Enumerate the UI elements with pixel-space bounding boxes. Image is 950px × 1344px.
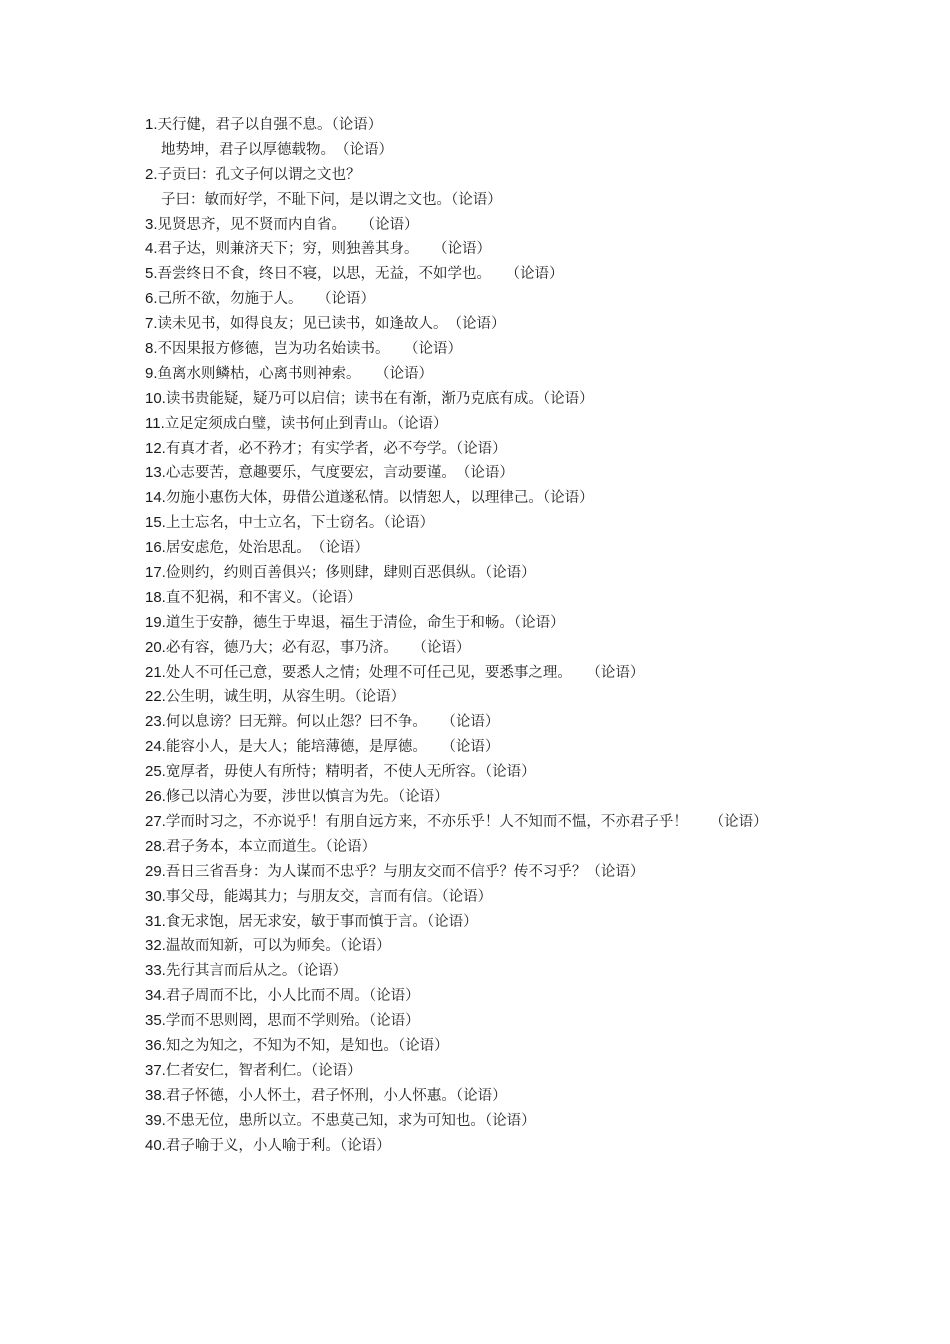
quote-line [145,1034,825,1059]
quote-number: 27. [145,812,166,830]
quote-text: 上士忘名，中士立名，下士窃名。（论语） [165,515,435,532]
quote-text: 君子喻于义，小人喻于利。（论语） [165,1137,391,1154]
quote-number: 16. [145,539,166,557]
quote-number: 20. [145,638,166,656]
quote-text: 知之为知之，不知为不知，是知也。（论语） [165,1037,449,1054]
quote-line [145,387,825,412]
quote-text: 事父母，能竭其力；与朋友交，言而有信。（论语） [165,888,493,905]
quote-text: 公生明，诚生明，从容生明。（论语） [165,689,406,706]
quote-text: 有真才者，必不矜才；有实学者，必不夸学。（论语） [165,440,507,457]
quote-line [145,213,825,238]
quote-text: 道生于安静，德生于卑退，福生于清俭，命生于和畅。（论语） [165,614,565,631]
quote-text: 心志要苦，意趣要乐，气度要宏，言动要谨。 （论语） [165,465,514,482]
quote-line [145,287,825,312]
quote-text: 处人不可任己意，要悉人之情；处理不可任己见，要悉事之理。 （论语） [165,664,645,681]
quote-line [145,536,825,561]
quote-line [145,511,825,536]
quote-line [145,337,825,362]
quote-number: 37. [145,1061,166,1079]
quote-text: 学而不思则罔，思而不学则殆。（论语） [165,1013,420,1030]
quote-line [145,835,825,860]
quote-number: 17. [145,564,166,582]
quote-line [145,312,825,337]
quote-text: 君子务本，本立而道生。（论语） [165,838,377,855]
quote-number: 32. [145,937,166,955]
quote-number: 1. [145,116,158,133]
quote-number: 39. [145,1111,166,1129]
quote-text: 食无求饱，居无求安，敏于事而慎于言。（论语） [165,913,478,930]
quote-text: 必有容，德乃大；必有忍，事乃济。 （论语） [165,639,471,656]
quote-text: 读书贵能疑，疑乃可以启信；读书在有渐，渐乃克底有成。（论语） [165,390,594,407]
quote-number: 21. [145,663,166,681]
quote-line [145,934,825,959]
quote-line [145,237,825,262]
quote-number: 34. [145,987,166,1005]
quote-number: 15. [145,514,166,532]
quote-number: 10. [145,389,166,407]
quote-text: 鱼离水则鳞枯，心离书则神索。 （论语） [157,365,434,382]
quote-line [145,1084,825,1109]
quote-line [145,735,825,760]
quote-text: 仁者安仁，智者利仁。（论语） [165,1062,362,1079]
quote-text: 学而时习之，不亦说乎！有朋自远方来，不亦乐乎！人不知而不愠，不亦君子乎！ （论语） [165,813,768,830]
quote-line [145,1109,825,1134]
quote-number: 24. [145,738,166,756]
quote-text: 君子怀德，小人怀土，君子怀刑，小人怀惠。（论语） [165,1087,507,1104]
quote-line [145,710,825,735]
quote-number: 31. [145,912,166,930]
quote-number: 33. [145,962,166,980]
quote-number: 26. [145,788,166,806]
quote-text: 修己以清心为要，涉世以慎言为先。（论语） [165,789,449,806]
quote-number: 25. [145,763,166,781]
quote-text: 吾尝终日不食，终日不寝，以思，无益，不如学也。 （论语） [157,266,564,283]
quote-number: 9. [145,364,158,382]
quote-number: 22. [145,688,166,706]
quote-number: 28. [145,837,166,855]
quote-text: 己所不欲，勿施于人。 （论语） [157,291,376,308]
quote-line [145,785,825,810]
quote-line [145,1009,825,1034]
quote-text: 先行其言而后从之。（论语） [165,963,348,980]
quote-number: 13. [145,464,166,482]
quote-line [145,910,825,935]
quote-number: 29. [145,862,166,880]
quote-line [145,561,825,586]
quote-line [145,486,825,511]
quote-text: 地势坤，君子以厚德载物。 （论语） [161,141,393,158]
quote-number: 18. [145,588,166,606]
quote-list [145,113,825,1158]
quote-number: 8. [145,340,158,358]
quote-line-continuation [145,138,825,163]
quote-line [145,636,825,661]
quote-line [145,163,825,188]
quote-text: 见贤思齐，见不贤而内自省。 （论语） [157,216,419,233]
quote-line [145,959,825,984]
quote-text: 读未见书，如得良友；见已读书，如逢故人。 （论语） [157,316,506,333]
quote-number: 14. [145,489,166,507]
quote-text: 何以息谤？曰无辩。何以止怨？曰不争。 （论语） [165,714,500,731]
quote-line [145,461,825,486]
quote-number: 19. [145,613,166,631]
quote-number: 38. [145,1086,166,1104]
quote-line [145,860,825,885]
quote-number: 5. [145,265,158,283]
quote-line [145,412,825,437]
quote-text: 能容小人，是大人；能培薄德，是厚德。 （论语） [165,739,500,756]
quote-text: 天行健，君子以自强不息。（论语） [157,117,383,133]
quote-number: 11. [145,414,165,432]
quote-number: 36. [145,1036,166,1054]
quote-text: 俭则约，约则百善俱兴；侈则肆，肆则百恶俱纵。（论语） [165,565,536,582]
quote-line [145,611,825,636]
quote-line [145,685,825,710]
quote-line [145,810,825,835]
quote-text: 君子达，则兼济天下；穷，则独善其身。 （论语） [157,241,492,258]
quote-number: 3. [145,215,158,233]
quote-text: 吾日三省吾身：为人谋而不忠乎？与朋友交而不信乎？传不习乎？（论语） [165,863,645,880]
quote-text: 直不犯祸，和不害义。（论语） [165,589,362,606]
quote-number: 7. [145,315,158,333]
quote-text: 君子周而不比，小人比而不周。（论语） [165,988,420,1005]
quote-line [145,262,825,287]
quote-text: 勿施小惠伤大体，毋借公道遂私情。以情恕人，以理律己。（论语） [165,490,594,507]
quote-line-continuation [145,188,825,213]
quote-number: 4. [145,240,158,258]
quote-line [145,760,825,785]
quote-text: 不患无位，患所以立。不患莫己知，求为可知也。（论语） [165,1112,536,1129]
quote-number: 2. [145,165,158,183]
quote-line [145,885,825,910]
quote-text: 温故而知新，可以为师矣。（论语） [165,938,391,955]
quote-line [145,437,825,462]
quote-number: 6. [145,290,158,308]
quote-line [145,984,825,1009]
quote-number: 30. [145,887,166,905]
quote-number: 23. [145,713,166,731]
quote-line [145,113,825,138]
quote-line [145,362,825,387]
quote-number: 12. [145,439,166,457]
quote-text: 宽厚者，毋使人有所恃；精明者，不使人无所容。（论语） [165,764,536,781]
quote-number: 35. [145,1012,166,1030]
quote-line [145,586,825,611]
quote-text: 立足定须成白璧，读书何止到青山。（论语） [164,415,448,432]
quote-line [145,1059,825,1084]
quote-number: 40. [145,1136,166,1154]
quote-line [145,661,825,686]
quote-text: 不因果报方修德，岂为功名始读书。 （论语） [157,341,463,358]
quote-line [145,1134,825,1159]
quote-text: 子曰：敏而好学，不耻下问，是以谓之文也。（论语） [161,191,502,208]
quote-text: 居安虑危，处治思乱。 （论语） [165,540,369,557]
quote-text: 子贡曰：孔文子何以谓之文也？ [157,166,361,183]
